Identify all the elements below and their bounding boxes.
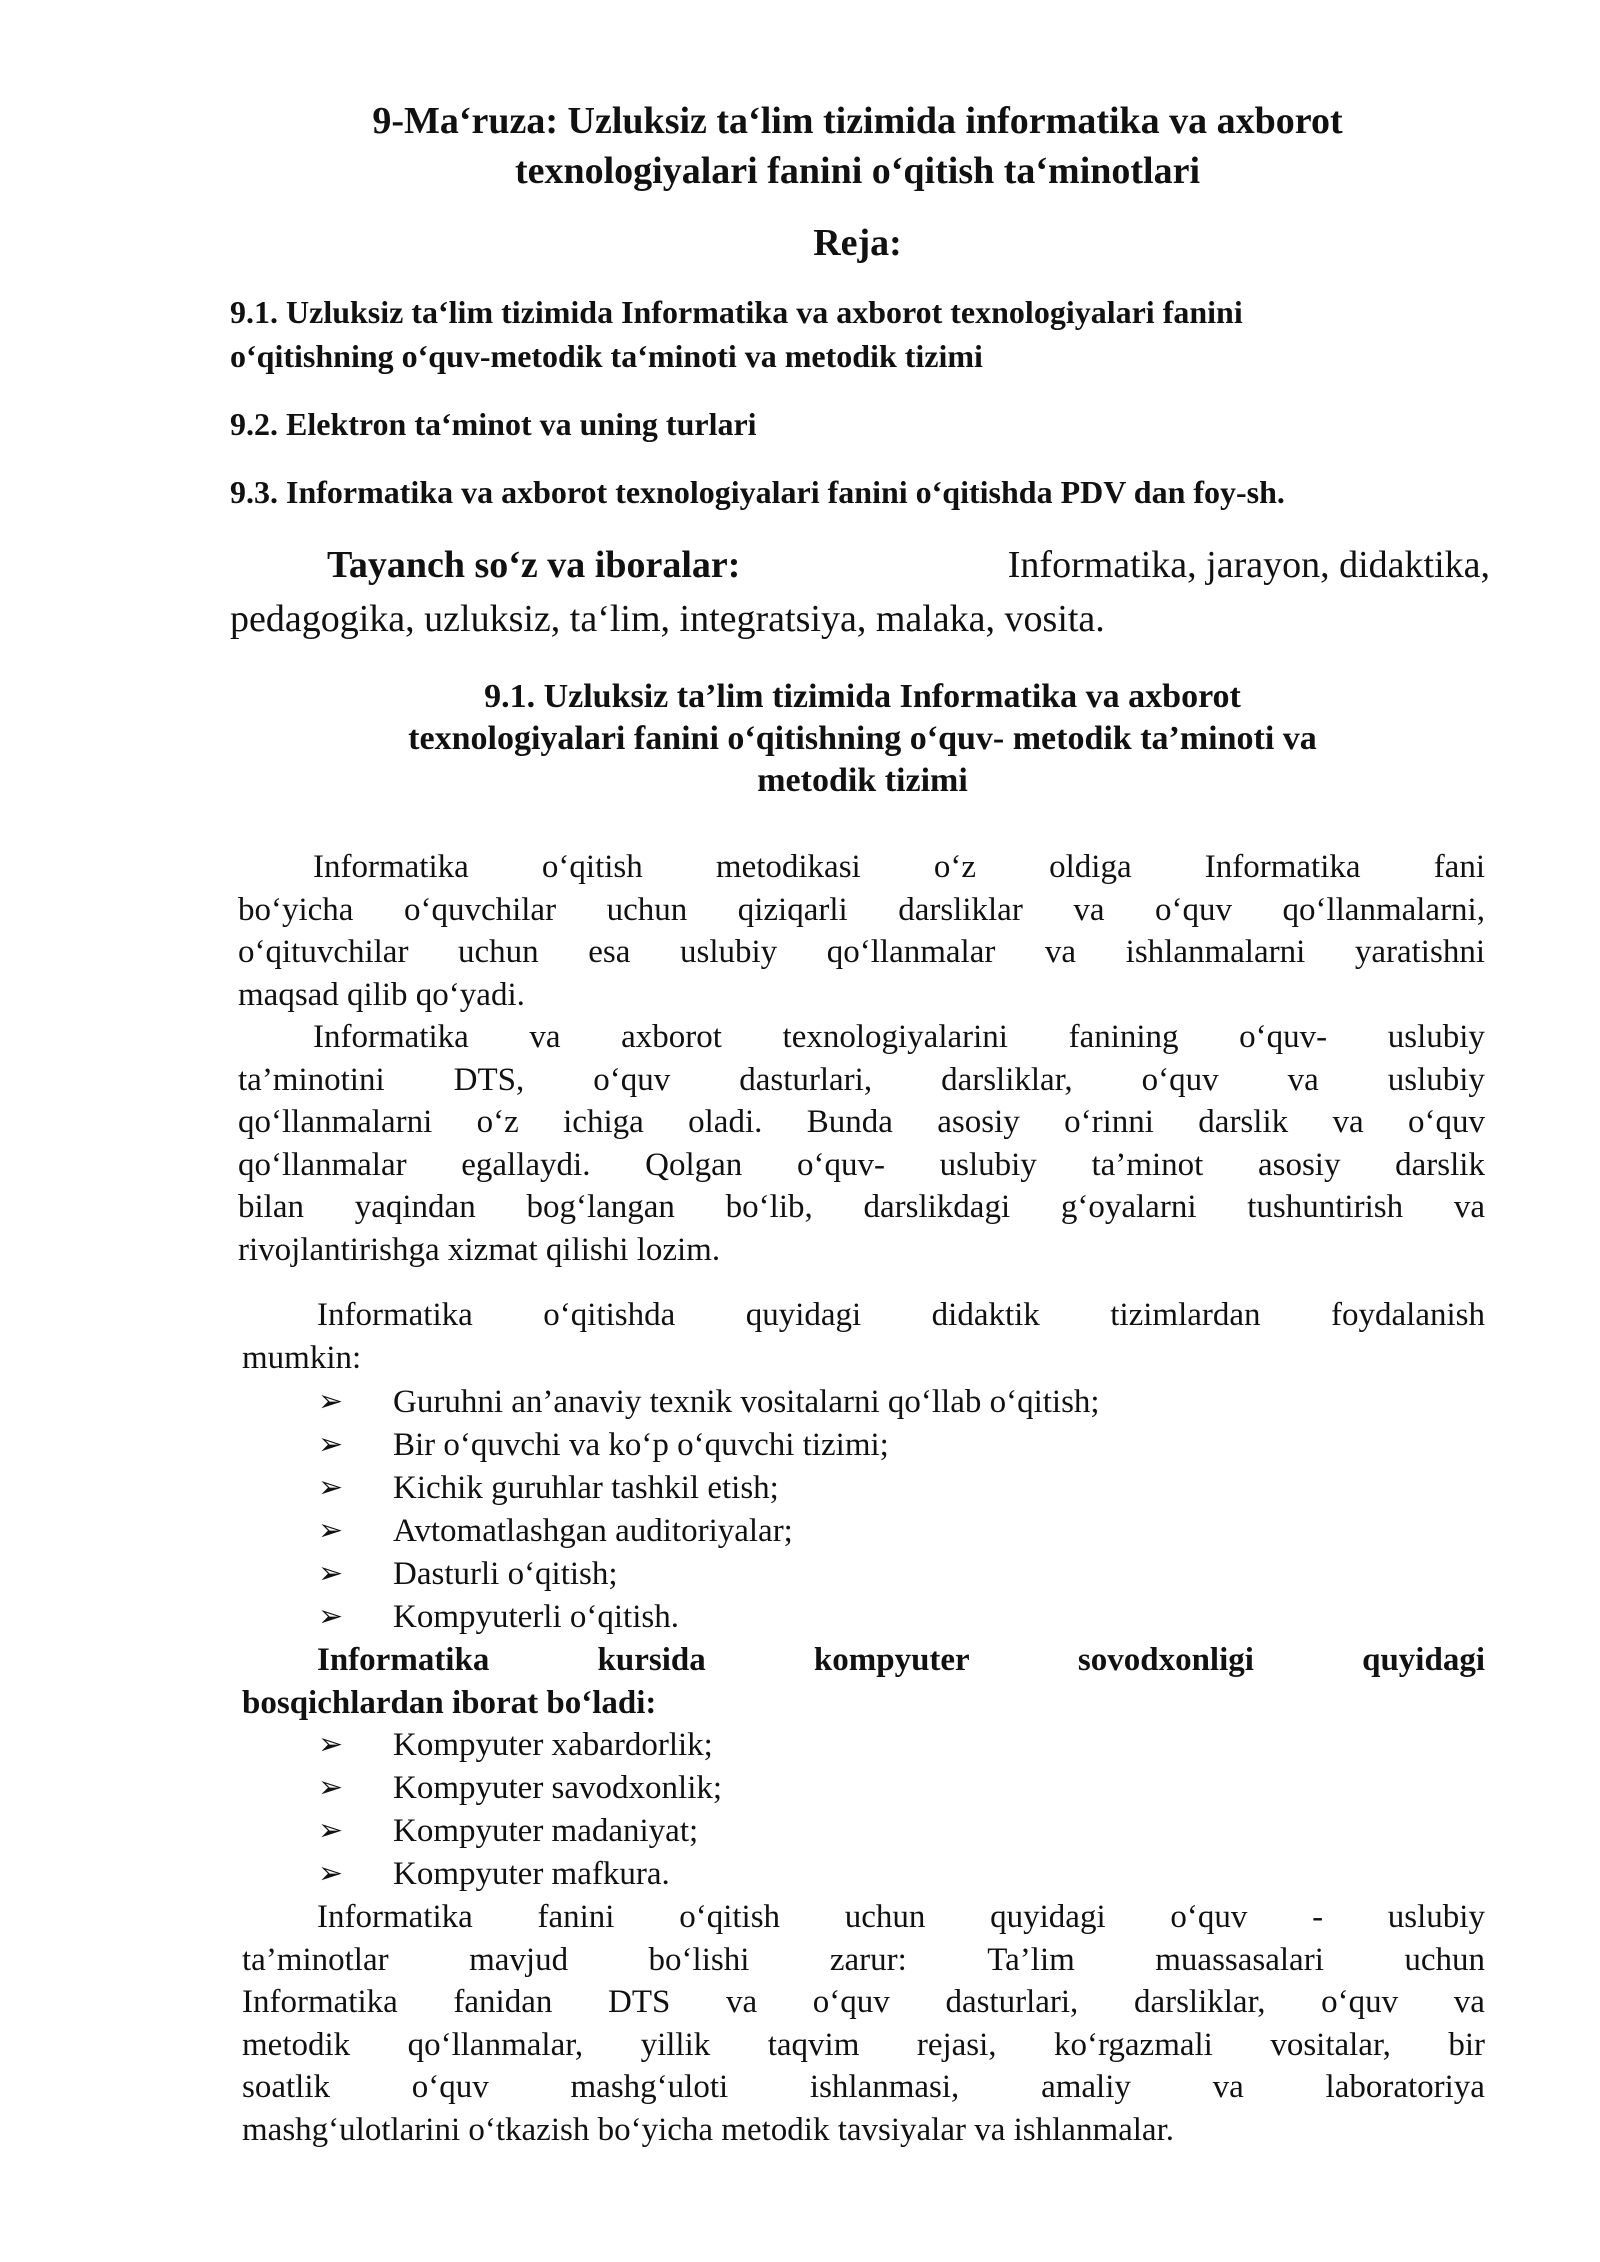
- paragraph-line: bilan yaqindan bog‘langan bo‘lib, darslikdagi g‘oyalarni tushuntirish va: [238, 1189, 1485, 1225]
- arrow-bullet-icon: ➢: [318, 1814, 344, 1848]
- list-item: [318, 1767, 1418, 1810]
- paragraph-line: Informatika o‘qitish metodikasi o‘z oldiga Informatika fani: [313, 849, 1485, 885]
- list-item: [318, 1810, 1418, 1853]
- lecture-title-line: 9-Ma‘ruza: Uzluksiz ta‘lim tizimida informatika va axborot: [372, 100, 1343, 142]
- paragraph-line: qo‘llanmalarni o‘z ichiga oladi. Bunda asosiy o‘rinni darslik va o‘quv: [238, 1104, 1485, 1140]
- keywords-list-continued: pedagogika, uzluksiz, ta‘lim, integratsiya, malaka, vosita.: [230, 598, 1105, 640]
- keywords-list: Informatika, jarayon, didaktika,: [1007, 544, 1490, 586]
- paragraph-5: [242, 1896, 1485, 2151]
- plan-item-3: 9.3. Informatika va axborot texnologiyalari fanini o‘qitishda PDV dan foy-sh.: [230, 474, 1285, 510]
- paragraph-line: maqsad qilib qo‘yadi.: [238, 976, 525, 1013]
- section-heading: [240, 676, 1485, 802]
- list-item-text: Guruhni an’anaviy texnik vositalarni qo‘llab o‘qitish;: [393, 1384, 1100, 1421]
- paragraph-1: [238, 846, 1485, 1016]
- paragraph-line: qo‘llanmalar egallaydi. Qolgan o‘quv- uslubiy ta’minot asosiy darslik: [238, 1146, 1485, 1183]
- list-item: [318, 1853, 1418, 1896]
- paragraph-line: Informatika o‘qitishda quyidagi didaktik tizimlardan foydalanish: [317, 1297, 1485, 1333]
- computer-literacy-stages-list: [318, 1724, 1418, 1896]
- keywords-label: Tayanch so‘z va iboralar:: [327, 544, 741, 586]
- list-item-text: Kompyuter mafkura.: [393, 1856, 670, 1893]
- plan-item-line: 9.1. Uzluksiz ta‘lim tizimida Informatika va axborot texnologiyalari fanini: [230, 294, 1243, 330]
- arrow-bullet-icon: ➢: [318, 1385, 344, 1419]
- arrow-bullet-icon: ➢: [318, 1514, 344, 1548]
- paragraph-line: ta’minotlar mavjud bo‘lishi zarur: Ta’lim muassasalari uchun: [242, 1941, 1485, 1978]
- didactic-systems-list: [318, 1381, 1418, 1639]
- section-heading-line: 9.1. Uzluksiz ta’lim tizimida Informatika va axborot: [484, 678, 1241, 715]
- list-item-text: Dasturli o‘qitish;: [393, 1556, 618, 1593]
- list-item-text: Kompyuter savodxonlik;: [393, 1770, 723, 1807]
- list-item: [318, 1467, 1418, 1510]
- list-item-text: Kompyuter xabardorlik;: [393, 1727, 713, 1764]
- paragraph-line: bo‘yicha o‘quvchilar uchun qiziqarli darsliklar va o‘quv qo‘llanmalarni,: [238, 891, 1485, 928]
- keywords-line: [230, 538, 1490, 592]
- section-heading-line: texnologiyalari fanini o‘qitishning o‘quv- metodik ta’minoti va: [408, 720, 1317, 757]
- plan-item-1: [230, 290, 1485, 378]
- paragraph-line: mashg‘ulotlarini o‘tkazish bo‘yicha metodik tavsiyalar va ishlanmalar.: [242, 2111, 1174, 2148]
- list-item: [318, 1424, 1418, 1467]
- list-item: [318, 1381, 1418, 1424]
- paragraph-line: soatlik o‘quv mashg‘uloti ishlanmasi, amaliy va laboratoriya: [242, 2069, 1485, 2105]
- plan-item-2: 9.2. Elektron ta‘minot va uning turlari: [230, 406, 757, 442]
- list-item: [318, 1553, 1418, 1596]
- paragraph-line: metodik qo‘llanmalar, yillik taqvim rejasi, ko‘rgazmali vositalar, bir: [242, 2026, 1485, 2063]
- paragraph-2: [238, 1016, 1485, 1271]
- paragraph-line: o‘qituvchilar uchun esa uslubiy qo‘llanmalar va ishlanmalarni yaratishni: [238, 934, 1485, 970]
- paragraph-line: Informatika va axborot texnologiyalarini fanining o‘quv- uslubiy: [313, 1019, 1485, 1055]
- paragraph-line: Informatika fanidan DTS va o‘quv dasturlari, darsliklar, o‘quv va: [242, 1984, 1485, 2020]
- plan-heading: Reja:: [813, 222, 902, 264]
- list-item: [318, 1724, 1418, 1767]
- list-item: [318, 1596, 1418, 1639]
- arrow-bullet-icon: ➢: [318, 1600, 344, 1634]
- list-item-text: Kompyuterli o‘qitish.: [393, 1599, 679, 1636]
- paragraph-line: Informatika fanini o‘qitish uchun quyidagi o‘quv - uslubiy: [317, 1899, 1485, 1935]
- section-heading-line: metodik tizimi: [757, 762, 968, 799]
- paragraph-line: bosqichlardan iborat bo‘ladi:: [242, 1684, 657, 1721]
- lecture-title: [230, 96, 1485, 196]
- paragraph-line: mumkin:: [242, 1339, 362, 1376]
- paragraph-line: rivojlantirishga xizmat qilishi lozim.: [238, 1231, 721, 1268]
- paragraph-line: Informatika kursida kompyuter sovodxonligi quyidagi: [317, 1642, 1485, 1678]
- paragraph-3: [242, 1294, 1485, 1379]
- plan-item-line: o‘qitishning o‘quv-metodik ta‘minoti va metodik tizimi: [230, 338, 983, 374]
- list-item-text: Kompyuter madaniyat;: [393, 1813, 699, 1850]
- arrow-bullet-icon: ➢: [318, 1557, 344, 1591]
- list-item-text: Bir o‘quvchi va ko‘p o‘quvchi tizimi;: [393, 1427, 889, 1464]
- keywords-paragraph: [230, 538, 1490, 646]
- list-item: [318, 1510, 1418, 1553]
- arrow-bullet-icon: ➢: [318, 1471, 344, 1505]
- list-item-text: Avtomatlashgan auditoriyalar;: [393, 1513, 793, 1550]
- arrow-bullet-icon: ➢: [318, 1728, 344, 1762]
- arrow-bullet-icon: ➢: [318, 1857, 344, 1891]
- paragraph-4: [242, 1639, 1485, 1724]
- paragraph-line: ta’minotini DTS, o‘quv dasturlari, darsliklar, o‘quv va uslubiy: [238, 1061, 1485, 1098]
- arrow-bullet-icon: ➢: [318, 1428, 344, 1462]
- lecture-title-line: texnologiyalari fanini o‘qitish ta‘minotlari: [514, 150, 1201, 192]
- arrow-bullet-icon: ➢: [318, 1771, 344, 1805]
- list-item-text: Kichik guruhlar tashkil etish;: [393, 1470, 779, 1507]
